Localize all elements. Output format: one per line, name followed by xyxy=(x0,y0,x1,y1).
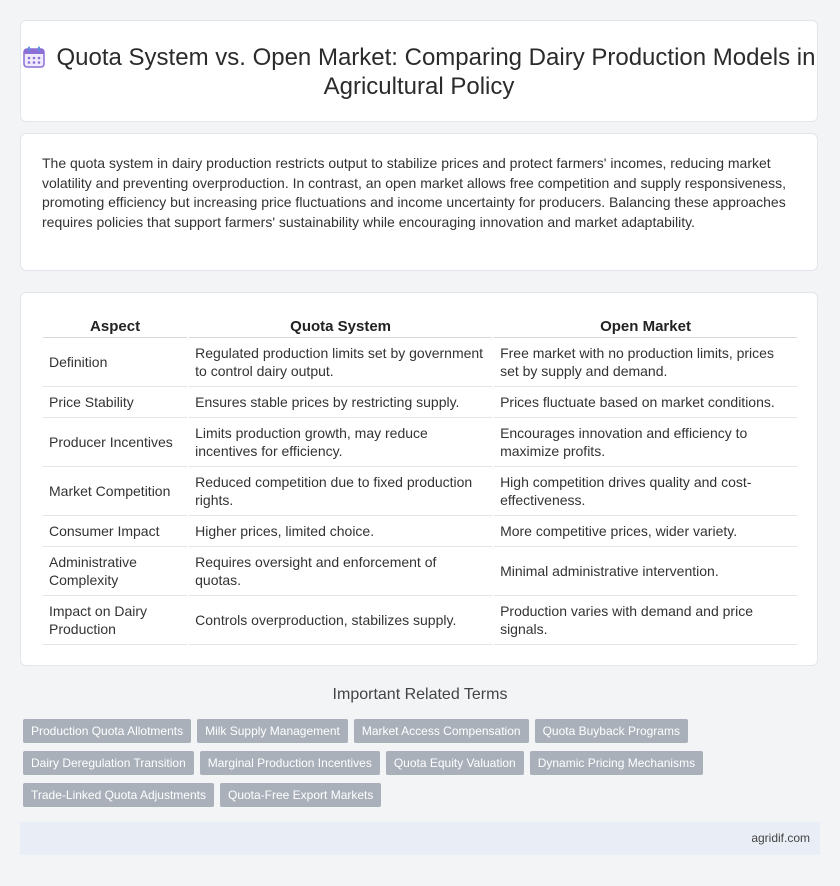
header-aspect: Aspect xyxy=(43,315,187,338)
footer xyxy=(20,822,820,855)
cell-quota: Limits production growth, may reduce incentives for efficiency. xyxy=(189,418,492,467)
tag-row xyxy=(23,751,823,775)
tag-link[interactable]: Quota Buyback Programs xyxy=(535,719,688,743)
table-row xyxy=(43,547,797,596)
cell-aspect: Administrative Complexity xyxy=(43,547,187,596)
tag-link[interactable]: Production Quota Allotments xyxy=(23,719,191,743)
cell-quota: Requires oversight and enforcement of quotas. xyxy=(189,547,492,596)
tag-row xyxy=(23,783,823,807)
tag-row xyxy=(23,719,823,743)
tag-link[interactable]: Market Access Compensation xyxy=(354,719,529,743)
cell-quota: Regulated production limits set by government to control dairy output. xyxy=(189,338,492,387)
cell-aspect: Producer Incentives xyxy=(43,418,187,467)
table-row xyxy=(43,596,797,645)
related-terms-tags xyxy=(23,719,823,815)
cell-open: More competitive prices, wider variety. xyxy=(494,516,797,547)
tag-link[interactable]: Milk Supply Management xyxy=(197,719,348,743)
calendar-icon xyxy=(23,46,45,68)
tag-link[interactable]: Quota Equity Valuation xyxy=(386,751,524,775)
cell-aspect: Market Competition xyxy=(43,467,187,516)
cell-quota: Ensures stable prices by restricting supply. xyxy=(189,387,492,418)
cell-aspect: Consumer Impact xyxy=(43,516,187,547)
comparison-table-card xyxy=(20,292,818,666)
tag-link[interactable]: Quota-Free Export Markets xyxy=(220,783,381,807)
cell-quota: Reduced competition due to fixed production rights. xyxy=(189,467,492,516)
header-quota-system: Quota System xyxy=(189,315,492,338)
comparison-table xyxy=(41,315,799,645)
tag-link[interactable]: Dynamic Pricing Mechanisms xyxy=(530,751,703,775)
intro-card xyxy=(20,133,818,271)
cell-open: Encourages innovation and efficiency to maximize profits. xyxy=(494,418,797,467)
table-header-row xyxy=(43,315,797,338)
cell-aspect: Impact on Dairy Production xyxy=(43,596,187,645)
cell-open: Production varies with demand and price signals. xyxy=(494,596,797,645)
related-terms-title: Important Related Terms xyxy=(332,686,508,703)
cell-open: Minimal administrative intervention. xyxy=(494,547,797,596)
intro-paragraph: The quota system in dairy production restricts output to stabilize prices and protect farmers' incomes, reducing market volatility and preventing overproduction. In contrast, an open market allows free competition and supply responsiveness, promoting efficiency but increasing price fluctuations and income uncertainty for producers. Balancing these approaches requires policies that support farmers' sustainability while encouraging innovation and market adaptability. xyxy=(42,155,786,230)
table-row xyxy=(43,387,797,418)
tag-link[interactable]: Marginal Production Incentives xyxy=(200,751,380,775)
page-title xyxy=(21,43,817,101)
table-row xyxy=(43,418,797,467)
page-title-text: Quota System vs. Open Market: Comparing Dairy Production Models in Agricultural Policy xyxy=(56,44,816,100)
cell-aspect: Definition xyxy=(43,338,187,387)
cell-quota: Higher prices, limited choice. xyxy=(189,516,492,547)
title-card xyxy=(20,20,818,122)
tag-link[interactable]: Trade-Linked Quota Adjustments xyxy=(23,783,214,807)
cell-quota: Controls overproduction, stabilizes supply. xyxy=(189,596,492,645)
table-row xyxy=(43,516,797,547)
footer-site-link[interactable]: agridif.com xyxy=(751,831,810,845)
cell-aspect: Price Stability xyxy=(43,387,187,418)
cell-open: High competition drives quality and cost-effectiveness. xyxy=(494,467,797,516)
cell-open: Prices fluctuate based on market conditions. xyxy=(494,387,797,418)
table-row xyxy=(43,338,797,387)
tag-link[interactable]: Dairy Deregulation Transition xyxy=(23,751,194,775)
table-row xyxy=(43,467,797,516)
cell-open: Free market with no production limits, prices set by supply and demand. xyxy=(494,338,797,387)
header-open-market: Open Market xyxy=(494,315,797,338)
